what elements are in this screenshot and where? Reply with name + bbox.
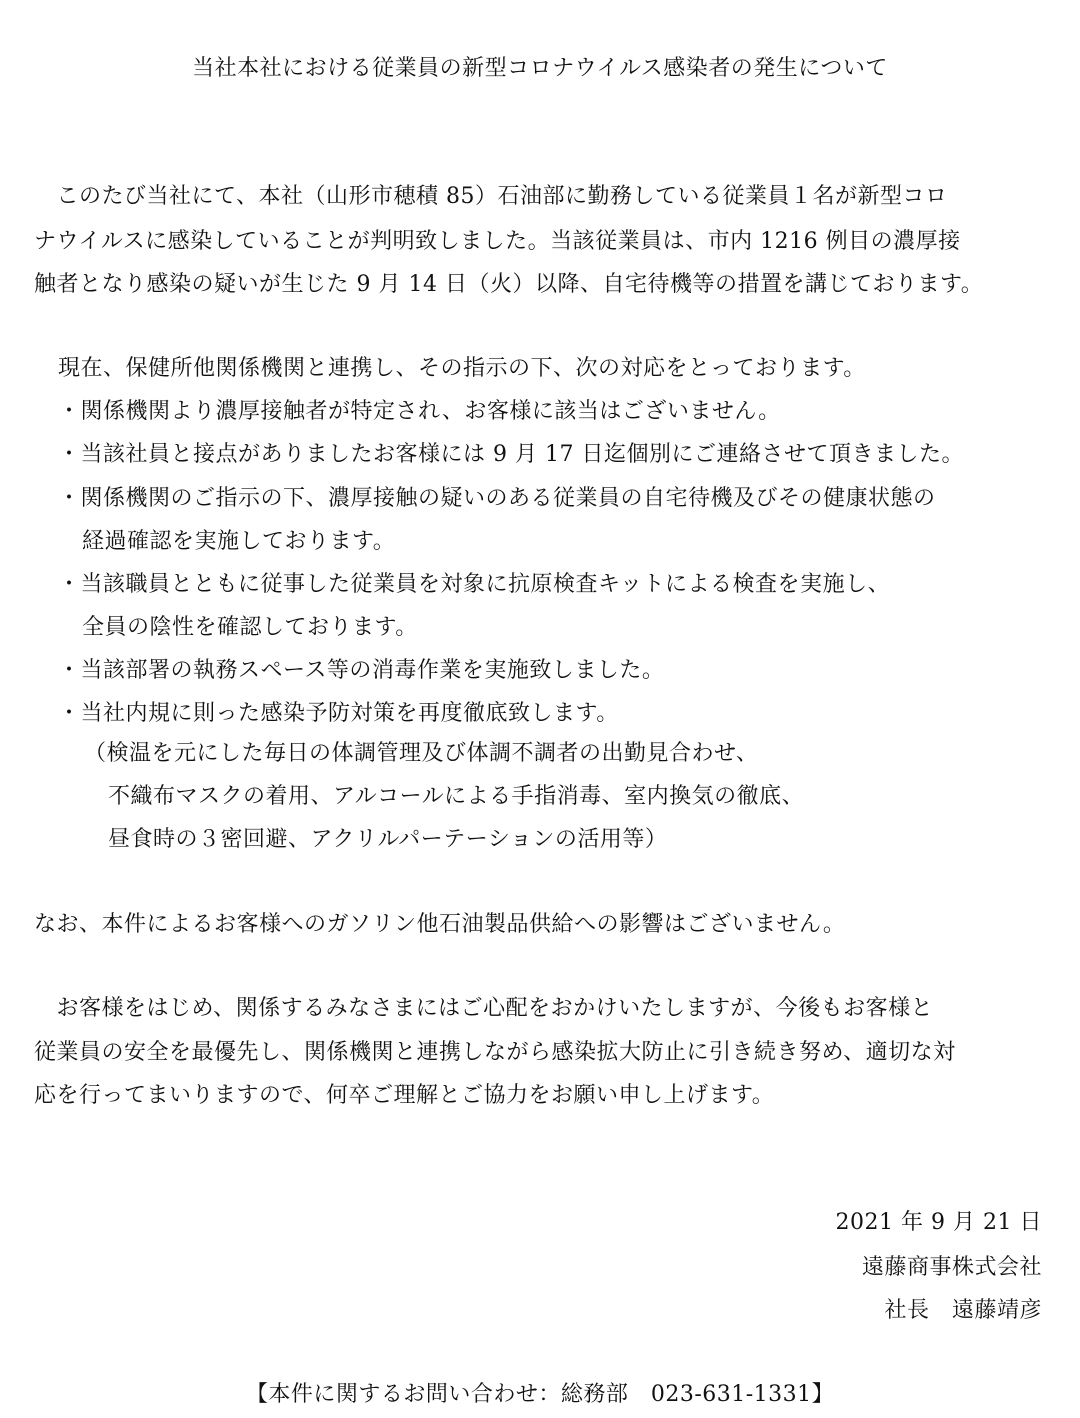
bullet-6: ・当社内規に則った感染予防対策を再度徹底致します。: [58, 701, 619, 726]
bullet-4: ・当該職員とともに従事した従業員を対象に抗原検査キットによる検査を実施し、: [58, 572, 891, 597]
issue-date: 2021 年 9 月 21 日: [835, 1210, 1042, 1235]
bullet-3-continued: 経過確認を実施しております。: [82, 529, 396, 554]
closing-line-2: 従業員の安全を最優先し、関係機関と連携しながら感染拡大防止に引き続き努め、適切な対: [34, 1040, 956, 1065]
bullet-3: ・関係機関のご指示の下、濃厚接触の疑いのある従業員の自宅待機及びその健康状態の: [58, 486, 936, 511]
intro-line-3: 触者となり感染の疑いが生じた 9 月 14 日（火）以降、自宅待機等の措置を講じております。: [34, 272, 984, 297]
supply-note: なお、本件によるお客様へのガソリン他石油製品供給への影響はございません。: [34, 912, 846, 937]
intro-line-1: このたび当社にて、本社（山形市穂積 85）石油部に勤務している従業員１名が新型コロ: [34, 184, 948, 209]
measures-line-1: （検温を元にした毎日の体調管理及び体調不調者の出勤見合わせ、: [84, 741, 759, 766]
bullet-5: ・当該部署の執務スペース等の消毒作業を実施致しました。: [58, 658, 665, 683]
bullet-4-continued: 全員の陰性を確認しております。: [82, 615, 418, 640]
signatory: 社長 遠藤靖彦: [884, 1298, 1042, 1323]
measures-line-2: 不織布マスクの着用、アルコールによる手指消毒、室内換気の徹底、: [108, 784, 805, 809]
contact-info: 【本件に関するお問い合わせ：総務部 023-631-1331】: [245, 1382, 835, 1407]
closing-line-1: お客様をはじめ、関係するみなさまにはご心配をおかけいたしますが、今後もお客様と: [34, 996, 934, 1021]
measures-line-3: 昼食時の３密回避、アクリルパーテーションの活用等）: [108, 827, 668, 852]
intro-line-2: ナウイルスに感染していることが判明致しました。当該従業員は、市内 1216 例目の濃厚接: [34, 229, 961, 254]
page-title: 当社本社における従業員の新型コロナウイルス感染者の発生について: [192, 56, 888, 81]
closing-line-3: 応を行ってまいりますので、何卒ご理解とご協力をお願い申し上げます。: [34, 1083, 775, 1108]
bullet-1: ・関係機関より濃厚接触者が特定され、お客様に該当はございません。: [58, 399, 781, 424]
company-name: 遠藤商事株式会社: [861, 1255, 1042, 1280]
bullet-2: ・当該社員と接点がありましたお客様には 9 月 17 日迄個別にご連絡させて頂きました。: [58, 442, 964, 467]
response-lead: 現在、保健所他関係機関と連携し、その指示の下、次の対応をとっております。: [58, 356, 866, 381]
